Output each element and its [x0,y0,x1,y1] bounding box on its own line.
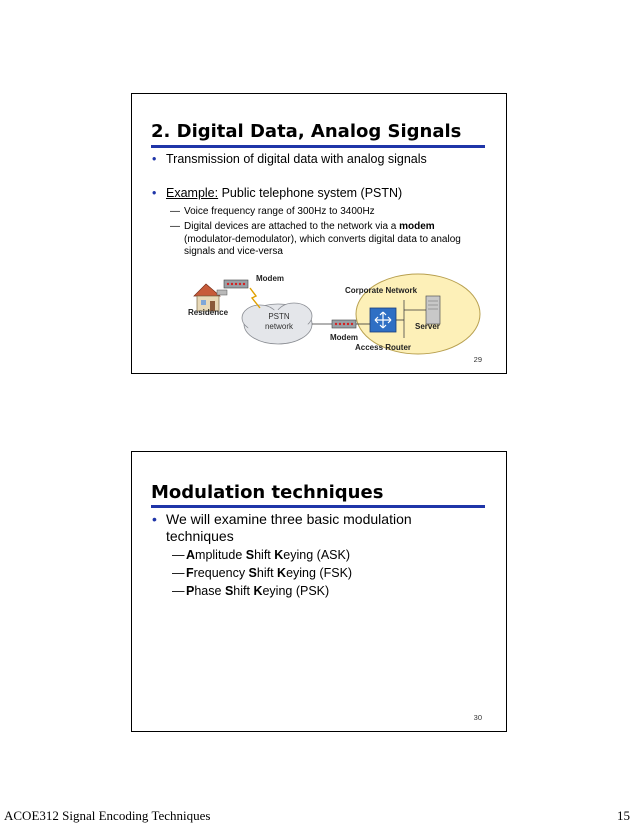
example-label: Example: [166,186,219,200]
bullet-item [152,511,412,545]
slide-title: Modulation techniques [151,482,384,503]
residence-label: Residence [188,308,229,317]
corporate-network-label: Corporate Network [345,286,418,295]
access-router-icon [370,308,396,332]
corporate-modem-icon [332,320,356,328]
key-letter: S [248,566,257,580]
bullet-item [152,186,402,200]
footer-page-number: 15 [617,808,630,823]
modem-term: modem [399,221,435,232]
bullet-text: techniques [166,528,234,544]
item-text: hift [233,584,254,598]
footer-course-title: ACOE312 Signal Encoding Techniques [4,808,211,823]
slide-29 [131,93,507,374]
item-text: hase [194,584,225,598]
title-underline [151,505,485,508]
modulation-item-psk [172,585,329,598]
access-router-label: Access Router [355,343,412,352]
modulation-item-ask [172,549,350,562]
key-letter: S [224,584,234,598]
bullet-glyph: • [152,186,157,200]
key-letter: A [186,548,196,562]
server-icon [426,296,440,324]
bullet-text: Transmission of digital data with analog signals [166,152,427,166]
key-letter: F [186,566,194,580]
dash-glyph: — [170,206,180,217]
pstn-label-line1: PSTN [268,312,290,321]
sub-text: Voice frequency range of 300Hz to 3400Hz [184,206,375,217]
slide-number: 30 [473,713,482,722]
slide-30 [131,451,507,732]
slide-number: 29 [473,355,482,364]
item-text: eying (FSK) [286,566,353,580]
pstn-label-line2: network [264,322,293,331]
sub-item [170,206,375,219]
key-letter: K [253,584,263,598]
item-text: hift [256,566,278,580]
item-text: hift [254,548,275,562]
modem-label: Modem [256,274,284,283]
bullet-text: Public telephone system (PSTN) [218,186,403,200]
modem-label-corporate: Modem [330,333,358,342]
pstn-label [256,312,302,332]
residence-modem-icon [224,280,248,288]
key-letter: K [274,548,284,562]
bullet-text: We will examine three basic modulation [166,511,412,527]
key-letter: S [245,548,255,562]
bullet-glyph: • [152,152,157,166]
bullet-item [152,152,427,166]
sub-item [170,221,461,259]
server-label: Server [415,322,440,331]
modulation-item-fsk [172,567,352,580]
dash-glyph: — [172,584,185,598]
key-letter: K [277,566,287,580]
title-underline [151,145,485,148]
slide-title: 2. Digital Data, Analog Signals [151,121,462,142]
residence-house-icon [194,284,227,311]
sub-text: (modulator-demodulator), which converts digital data to analog [184,233,461,245]
sub-text: Digital devices are attached to the network via a [184,221,400,232]
sub-text: signals and vice-versa [184,246,283,257]
key-letter: P [186,584,195,598]
item-text: eying (ASK) [283,548,350,562]
item-text: mplitude [195,548,246,562]
dash-glyph: — [172,548,185,562]
item-text: eying (PSK) [262,584,330,598]
bullet-glyph: • [152,511,157,527]
dash-glyph: — [172,566,185,580]
dash-glyph: — [170,221,180,232]
item-text: requency [193,566,249,580]
